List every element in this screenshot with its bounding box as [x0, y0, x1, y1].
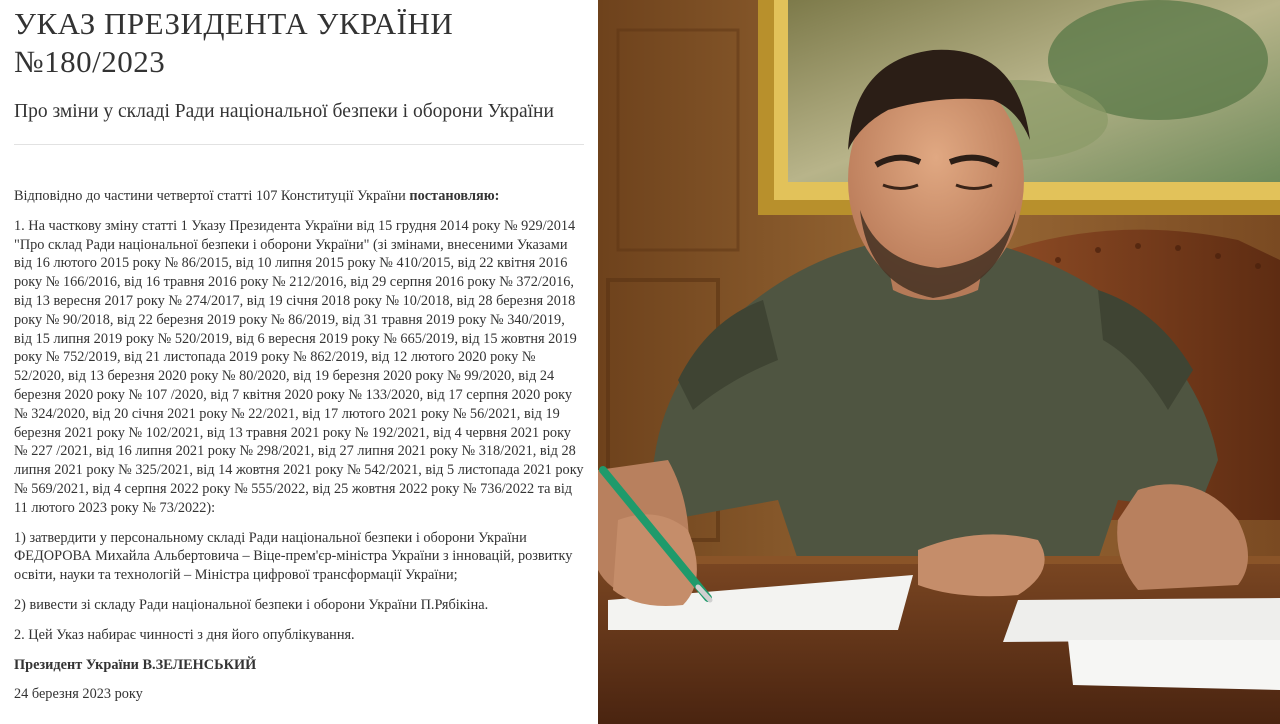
paragraph-2: 2. Цей Указ набирає чинності з дня його опублікування.	[14, 626, 355, 643]
decree-title	[14, 5, 584, 81]
intro-text: Відповідно до частини четвертої статті 107 Конституції України	[14, 188, 410, 204]
paper	[1003, 598, 1280, 642]
photo-panel	[598, 0, 1280, 724]
paragraph-1: 1. На часткову зміну статті 1 Указу Президента України від 15 грудня 2014 року № 929/2014 "Про склад Ради національної безпеки і оборони України" (зі змінами, внесеними Указами від 16 лютого 2015 року № 86/2015, від 10 липня 2015 року № 410/2015, від 22 квітня 2016 року № 166/2016, від 16 травня 2016 року № 212/2016, від 29 серпня 2016 року № 372/2016, від 13 вересня 2017 року № 274/2017, від 19 січня 2018 року № 10/2018, від 28 березня 2018 року № 90/2018, від 22 березня 2019 року № 86/2019, від 31 травня 2019 року № 340/2019, від 15 липня 2019 року № 520/2019, від 6 вересня 2019 року № 665/2019, від 15 жовтня 2019 року № 752/2019, від 21 листопада 2019 року № 862/2019, від 12 лютого 2020 року № 52/2020, від 13 березня 2020 року № 80/2020, від 19 березня 2020 року № 99/2020, від 24 березня 2020 року № 107 /2020, від 7 квітня 2020 року № 133/2020, від 17 серпня 2020 року № 324/2020, від 20 січня 2021 року № 22/2021, від 17 лютого 2021 року № 56/2021, від 19 березня 2021 року № 102/2021, від 13 травня 2021 року № 192/2021, від 4 червня 2021 року № 227 /2021, від 16 липня 2021 року № 298/2021, від 27 липня 2021 року № 318/2021, від 28 липня 2021 року № 325/2021, від 14 жовтня 2021 року № 542/2021, від 5 листопада 2021 року № 569/2021, від 4 серпня 2022 року № 555/2022, від 25 жовтня 2022 року № 736/2022 та від 11 лютого 2023 року № 73/2022):	[14, 217, 584, 516]
intro-paragraph	[14, 187, 586, 206]
intro-bold: постановляю:	[409, 188, 500, 204]
decree-number: №180/2023	[14, 44, 166, 79]
paper	[1068, 640, 1280, 690]
divider	[14, 144, 584, 145]
signing-photo	[598, 0, 1280, 724]
decree-date: 24 березня 2023 року	[14, 686, 143, 703]
decree-subtitle: Про зміни у складі Ради національної безпеки і оборони України	[14, 101, 554, 122]
decree-body	[14, 187, 586, 704]
item-1: 1) затвердити у персональному складі Ради національної безпеки і оборони України ФЕДОРОВА Михайла Альбертовича – Віце-прем'єр-міністра України з інновацій, розвитку освіти, науки та технологій – Міністра цифрової трансформації України;	[14, 529, 573, 584]
decree-panel	[0, 0, 598, 724]
item-2: 2) вивести зі складу Ради національної безпеки і оборони України П.Рябікіна.	[14, 596, 489, 613]
decree-title-line1: УКАЗ ПРЕЗИДЕНТА УКРАЇНИ	[14, 6, 454, 41]
signature: Президент України В.ЗЕЛЕНСЬКИЙ	[14, 656, 257, 673]
right-hand	[918, 534, 1045, 596]
